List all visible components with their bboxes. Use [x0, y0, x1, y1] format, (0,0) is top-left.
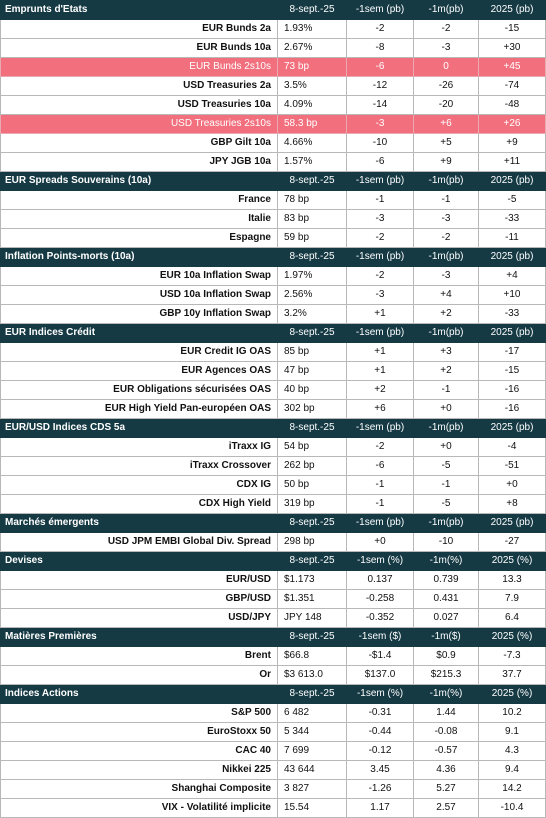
section-header-eur-spreads-souverains-10a [1, 172, 546, 191]
row-label: EUR Agences OAS [1, 362, 278, 381]
table-row [1, 229, 546, 248]
column-header: -1m(pb) [414, 324, 479, 343]
change-cell: -1 [347, 191, 414, 210]
section-header-inflation-points-morts-10a [1, 248, 546, 267]
change-cell: -17 [479, 343, 546, 362]
table-row [1, 742, 546, 761]
value-cell: 59 bp [278, 229, 347, 248]
change-cell: -3 [347, 210, 414, 229]
change-cell: 1.17 [347, 799, 414, 818]
change-cell: +0 [479, 476, 546, 495]
change-cell: -14 [347, 96, 414, 115]
change-cell: 3.45 [347, 761, 414, 780]
section-title: EUR Indices Crédit [1, 324, 278, 343]
change-cell: -6 [347, 153, 414, 172]
change-cell: +30 [479, 39, 546, 58]
change-cell: 9.4 [479, 761, 546, 780]
column-header: -1m(pb) [414, 514, 479, 533]
value-cell: 262 bp [278, 457, 347, 476]
value-cell: 43 644 [278, 761, 347, 780]
table-row [1, 666, 546, 685]
row-label: USD JPM EMBI Global Div. Spread [1, 533, 278, 552]
row-label: EUR Bunds 2s10s [1, 58, 278, 77]
row-label: USD/JPY [1, 609, 278, 628]
section-title: EUR/USD Indices CDS 5a [1, 419, 278, 438]
row-label: EUR Credit IG OAS [1, 343, 278, 362]
change-cell: -11 [479, 229, 546, 248]
row-label: EUR Obligations sécurisées OAS [1, 381, 278, 400]
change-cell: -$1.4 [347, 647, 414, 666]
row-label: EUR Bunds 2a [1, 20, 278, 39]
value-cell: 47 bp [278, 362, 347, 381]
column-header: -1m(pb) [414, 1, 479, 20]
row-label: iTraxx IG [1, 438, 278, 457]
change-cell: -3 [347, 115, 414, 134]
table-row [1, 761, 546, 780]
row-label: Espagne [1, 229, 278, 248]
row-label: CDX IG [1, 476, 278, 495]
change-cell: 5.27 [414, 780, 479, 799]
column-header: -1m(pb) [414, 419, 479, 438]
value-cell: 4.66% [278, 134, 347, 153]
value-cell: $66.8 [278, 647, 347, 666]
change-cell: 6.4 [479, 609, 546, 628]
column-header: -1m(%) [414, 685, 479, 704]
column-header: -1sem (pb) [347, 1, 414, 20]
change-cell: $215.3 [414, 666, 479, 685]
change-cell: -6 [347, 457, 414, 476]
value-cell: 7 699 [278, 742, 347, 761]
change-cell: 4.36 [414, 761, 479, 780]
change-cell: -48 [479, 96, 546, 115]
change-cell: -12 [347, 77, 414, 96]
column-header: 2025 (pb) [479, 324, 546, 343]
value-cell: 5 344 [278, 723, 347, 742]
change-cell: +0 [347, 533, 414, 552]
table-row [1, 381, 546, 400]
change-cell: -16 [479, 381, 546, 400]
change-cell: -33 [479, 210, 546, 229]
change-cell: $0.9 [414, 647, 479, 666]
row-label: Nikkei 225 [1, 761, 278, 780]
change-cell: -3 [414, 210, 479, 229]
change-cell: -4 [479, 438, 546, 457]
row-label: USD Treasuries 2s10s [1, 115, 278, 134]
change-cell: -1 [347, 476, 414, 495]
column-header: -1m(%) [414, 552, 479, 571]
change-cell: -3 [347, 286, 414, 305]
value-cell: $1.173 [278, 571, 347, 590]
table-row [1, 476, 546, 495]
value-cell: 83 bp [278, 210, 347, 229]
change-cell: +0 [414, 438, 479, 457]
change-cell: +9 [479, 134, 546, 153]
section-title: Indices Actions [1, 685, 278, 704]
change-cell: +1 [347, 305, 414, 324]
table-row [1, 210, 546, 229]
column-header: -1sem (%) [347, 552, 414, 571]
value-cell: 298 bp [278, 533, 347, 552]
row-label: Brent [1, 647, 278, 666]
table-row [1, 305, 546, 324]
change-cell: +26 [479, 115, 546, 134]
row-label: Shanghai Composite [1, 780, 278, 799]
row-label: USD Treasuries 10a [1, 96, 278, 115]
change-cell: 37.7 [479, 666, 546, 685]
table-row [1, 704, 546, 723]
row-label: USD Treasuries 2a [1, 77, 278, 96]
change-cell: -0.352 [347, 609, 414, 628]
change-cell: +11 [479, 153, 546, 172]
column-header: 2025 (%) [479, 628, 546, 647]
change-cell: -2 [347, 20, 414, 39]
change-cell: -1 [414, 381, 479, 400]
row-label: USD 10a Inflation Swap [1, 286, 278, 305]
value-cell: 1.97% [278, 267, 347, 286]
row-label: EUR/USD [1, 571, 278, 590]
change-cell: +3 [414, 343, 479, 362]
change-cell: -5 [414, 457, 479, 476]
column-header: 8-sept.-25 [278, 172, 347, 191]
row-label: France [1, 191, 278, 210]
table-row [1, 362, 546, 381]
change-cell: -1 [414, 191, 479, 210]
column-header: -1sem (pb) [347, 172, 414, 191]
row-label: EUR High Yield Pan-européen OAS [1, 400, 278, 419]
table-row [1, 96, 546, 115]
column-header: 2025 (%) [479, 685, 546, 704]
table-row [1, 780, 546, 799]
table-row [1, 723, 546, 742]
change-cell: +2 [414, 362, 479, 381]
section-title: Inflation Points-morts (10a) [1, 248, 278, 267]
change-cell: 7.9 [479, 590, 546, 609]
change-cell: -7.3 [479, 647, 546, 666]
change-cell: -1 [414, 476, 479, 495]
column-header: -1sem (%) [347, 685, 414, 704]
change-cell: +10 [479, 286, 546, 305]
table-row [1, 609, 546, 628]
change-cell: -33 [479, 305, 546, 324]
row-label: EUR 10a Inflation Swap [1, 267, 278, 286]
change-cell: +45 [479, 58, 546, 77]
column-header: -1m(pb) [414, 248, 479, 267]
row-label: Italie [1, 210, 278, 229]
section-header-marches-emergents [1, 514, 546, 533]
value-cell: 319 bp [278, 495, 347, 514]
column-header: -1sem ($) [347, 628, 414, 647]
column-header: 2025 (%) [479, 552, 546, 571]
row-label: CAC 40 [1, 742, 278, 761]
change-cell: -0.12 [347, 742, 414, 761]
change-cell: 4.3 [479, 742, 546, 761]
change-cell: 0 [414, 58, 479, 77]
value-cell: $1.351 [278, 590, 347, 609]
change-cell: +2 [347, 381, 414, 400]
value-cell: JPY 148 [278, 609, 347, 628]
change-cell: -16 [479, 400, 546, 419]
change-cell: 0.137 [347, 571, 414, 590]
change-cell: -0.08 [414, 723, 479, 742]
section-title: EUR Spreads Souverains (10a) [1, 172, 278, 191]
column-header: 2025 (pb) [479, 172, 546, 191]
section-header-eur-usd-indices-cds-5a [1, 419, 546, 438]
value-cell: 58.3 bp [278, 115, 347, 134]
value-cell: 1.93% [278, 20, 347, 39]
column-header: -1m(pb) [414, 172, 479, 191]
change-cell: +2 [414, 305, 479, 324]
change-cell: +0 [414, 400, 479, 419]
table-row [1, 115, 546, 134]
value-cell: 1.57% [278, 153, 347, 172]
section-title: Emprunts d'Etats [1, 1, 278, 20]
change-cell: 0.739 [414, 571, 479, 590]
change-cell: $137.0 [347, 666, 414, 685]
row-label: Or [1, 666, 278, 685]
column-header: 2025 (pb) [479, 248, 546, 267]
change-cell: +4 [479, 267, 546, 286]
section-header-emprunts-d-etats [1, 1, 546, 20]
section-header-eur-indices-credit [1, 324, 546, 343]
row-label: GBP/USD [1, 590, 278, 609]
value-cell: 6 482 [278, 704, 347, 723]
column-header: 8-sept.-25 [278, 552, 347, 571]
change-cell: -15 [479, 20, 546, 39]
row-label: iTraxx Crossover [1, 457, 278, 476]
change-cell: 2.57 [414, 799, 479, 818]
table-row [1, 590, 546, 609]
change-cell: 14.2 [479, 780, 546, 799]
change-cell: -10 [347, 134, 414, 153]
column-header: 8-sept.-25 [278, 248, 347, 267]
table-row [1, 286, 546, 305]
table-row [1, 77, 546, 96]
row-label: GBP 10y Inflation Swap [1, 305, 278, 324]
row-label: GBP Gilt 10a [1, 134, 278, 153]
value-cell: 3.5% [278, 77, 347, 96]
change-cell: +1 [347, 362, 414, 381]
column-header: 8-sept.-25 [278, 1, 347, 20]
change-cell: -0.258 [347, 590, 414, 609]
change-cell: -15 [479, 362, 546, 381]
value-cell: 73 bp [278, 58, 347, 77]
change-cell: -2 [347, 438, 414, 457]
change-cell: -1 [347, 495, 414, 514]
change-cell: +4 [414, 286, 479, 305]
section-header-matieres-premieres [1, 628, 546, 647]
change-cell: -0.31 [347, 704, 414, 723]
column-header: 2025 (pb) [479, 514, 546, 533]
change-cell: -20 [414, 96, 479, 115]
table-row [1, 799, 546, 818]
value-cell: 2.56% [278, 286, 347, 305]
section-header-devises [1, 552, 546, 571]
table-row [1, 153, 546, 172]
change-cell: -26 [414, 77, 479, 96]
table-row [1, 438, 546, 457]
change-cell: -2 [414, 20, 479, 39]
value-cell: 85 bp [278, 343, 347, 362]
table-row [1, 134, 546, 153]
change-cell: +6 [414, 115, 479, 134]
table-row [1, 495, 546, 514]
change-cell: -2 [347, 267, 414, 286]
value-cell: $3 613.0 [278, 666, 347, 685]
change-cell: -0.44 [347, 723, 414, 742]
change-cell: 13.3 [479, 571, 546, 590]
table-row [1, 20, 546, 39]
row-label: VIX - Volatilité implicite [1, 799, 278, 818]
change-cell: -0.57 [414, 742, 479, 761]
section-title: Marchés émergents [1, 514, 278, 533]
column-header: -1sem (pb) [347, 514, 414, 533]
column-header: 8-sept.-25 [278, 685, 347, 704]
table-row [1, 58, 546, 77]
table-row [1, 191, 546, 210]
change-cell: 0.431 [414, 590, 479, 609]
change-cell: -3 [414, 267, 479, 286]
column-header: 2025 (pb) [479, 419, 546, 438]
change-cell: +6 [347, 400, 414, 419]
table-row [1, 343, 546, 362]
row-label: EuroStoxx 50 [1, 723, 278, 742]
value-cell: 2.67% [278, 39, 347, 58]
column-header: 2025 (pb) [479, 1, 546, 20]
change-cell: -74 [479, 77, 546, 96]
change-cell: -8 [347, 39, 414, 58]
change-cell: -10 [414, 533, 479, 552]
table-row [1, 533, 546, 552]
change-cell: -10.4 [479, 799, 546, 818]
section-title: Devises [1, 552, 278, 571]
row-label: JPY JGB 10a [1, 153, 278, 172]
value-cell: 3 827 [278, 780, 347, 799]
section-title: Matières Premières [1, 628, 278, 647]
column-header: 8-sept.-25 [278, 324, 347, 343]
value-cell: 15.54 [278, 799, 347, 818]
column-header: -1sem (pb) [347, 248, 414, 267]
section-header-indices-actions [1, 685, 546, 704]
table-row [1, 571, 546, 590]
value-cell: 40 bp [278, 381, 347, 400]
table-row [1, 400, 546, 419]
change-cell: -5 [479, 191, 546, 210]
value-cell: 78 bp [278, 191, 347, 210]
change-cell: -2 [414, 229, 479, 248]
change-cell: 9.1 [479, 723, 546, 742]
row-label: CDX High Yield [1, 495, 278, 514]
row-label: S&P 500 [1, 704, 278, 723]
value-cell: 50 bp [278, 476, 347, 495]
change-cell: -3 [414, 39, 479, 58]
change-cell: 10.2 [479, 704, 546, 723]
value-cell: 302 bp [278, 400, 347, 419]
column-header: -1m($) [414, 628, 479, 647]
value-cell: 54 bp [278, 438, 347, 457]
change-cell: -2 [347, 229, 414, 248]
table-row [1, 39, 546, 58]
change-cell: 0.027 [414, 609, 479, 628]
value-cell: 3.2% [278, 305, 347, 324]
change-cell: -51 [479, 457, 546, 476]
change-cell: 1.44 [414, 704, 479, 723]
column-header: 8-sept.-25 [278, 628, 347, 647]
change-cell: -6 [347, 58, 414, 77]
column-header: -1sem (pb) [347, 419, 414, 438]
change-cell: +5 [414, 134, 479, 153]
table-row [1, 647, 546, 666]
change-cell: -1.26 [347, 780, 414, 799]
change-cell: +9 [414, 153, 479, 172]
column-header: 8-sept.-25 [278, 514, 347, 533]
row-label: EUR Bunds 10a [1, 39, 278, 58]
value-cell: 4.09% [278, 96, 347, 115]
table-row [1, 267, 546, 286]
change-cell: -5 [414, 495, 479, 514]
change-cell: -27 [479, 533, 546, 552]
column-header: 8-sept.-25 [278, 419, 347, 438]
change-cell: +8 [479, 495, 546, 514]
column-header: -1sem (pb) [347, 324, 414, 343]
change-cell: +1 [347, 343, 414, 362]
table-row [1, 457, 546, 476]
